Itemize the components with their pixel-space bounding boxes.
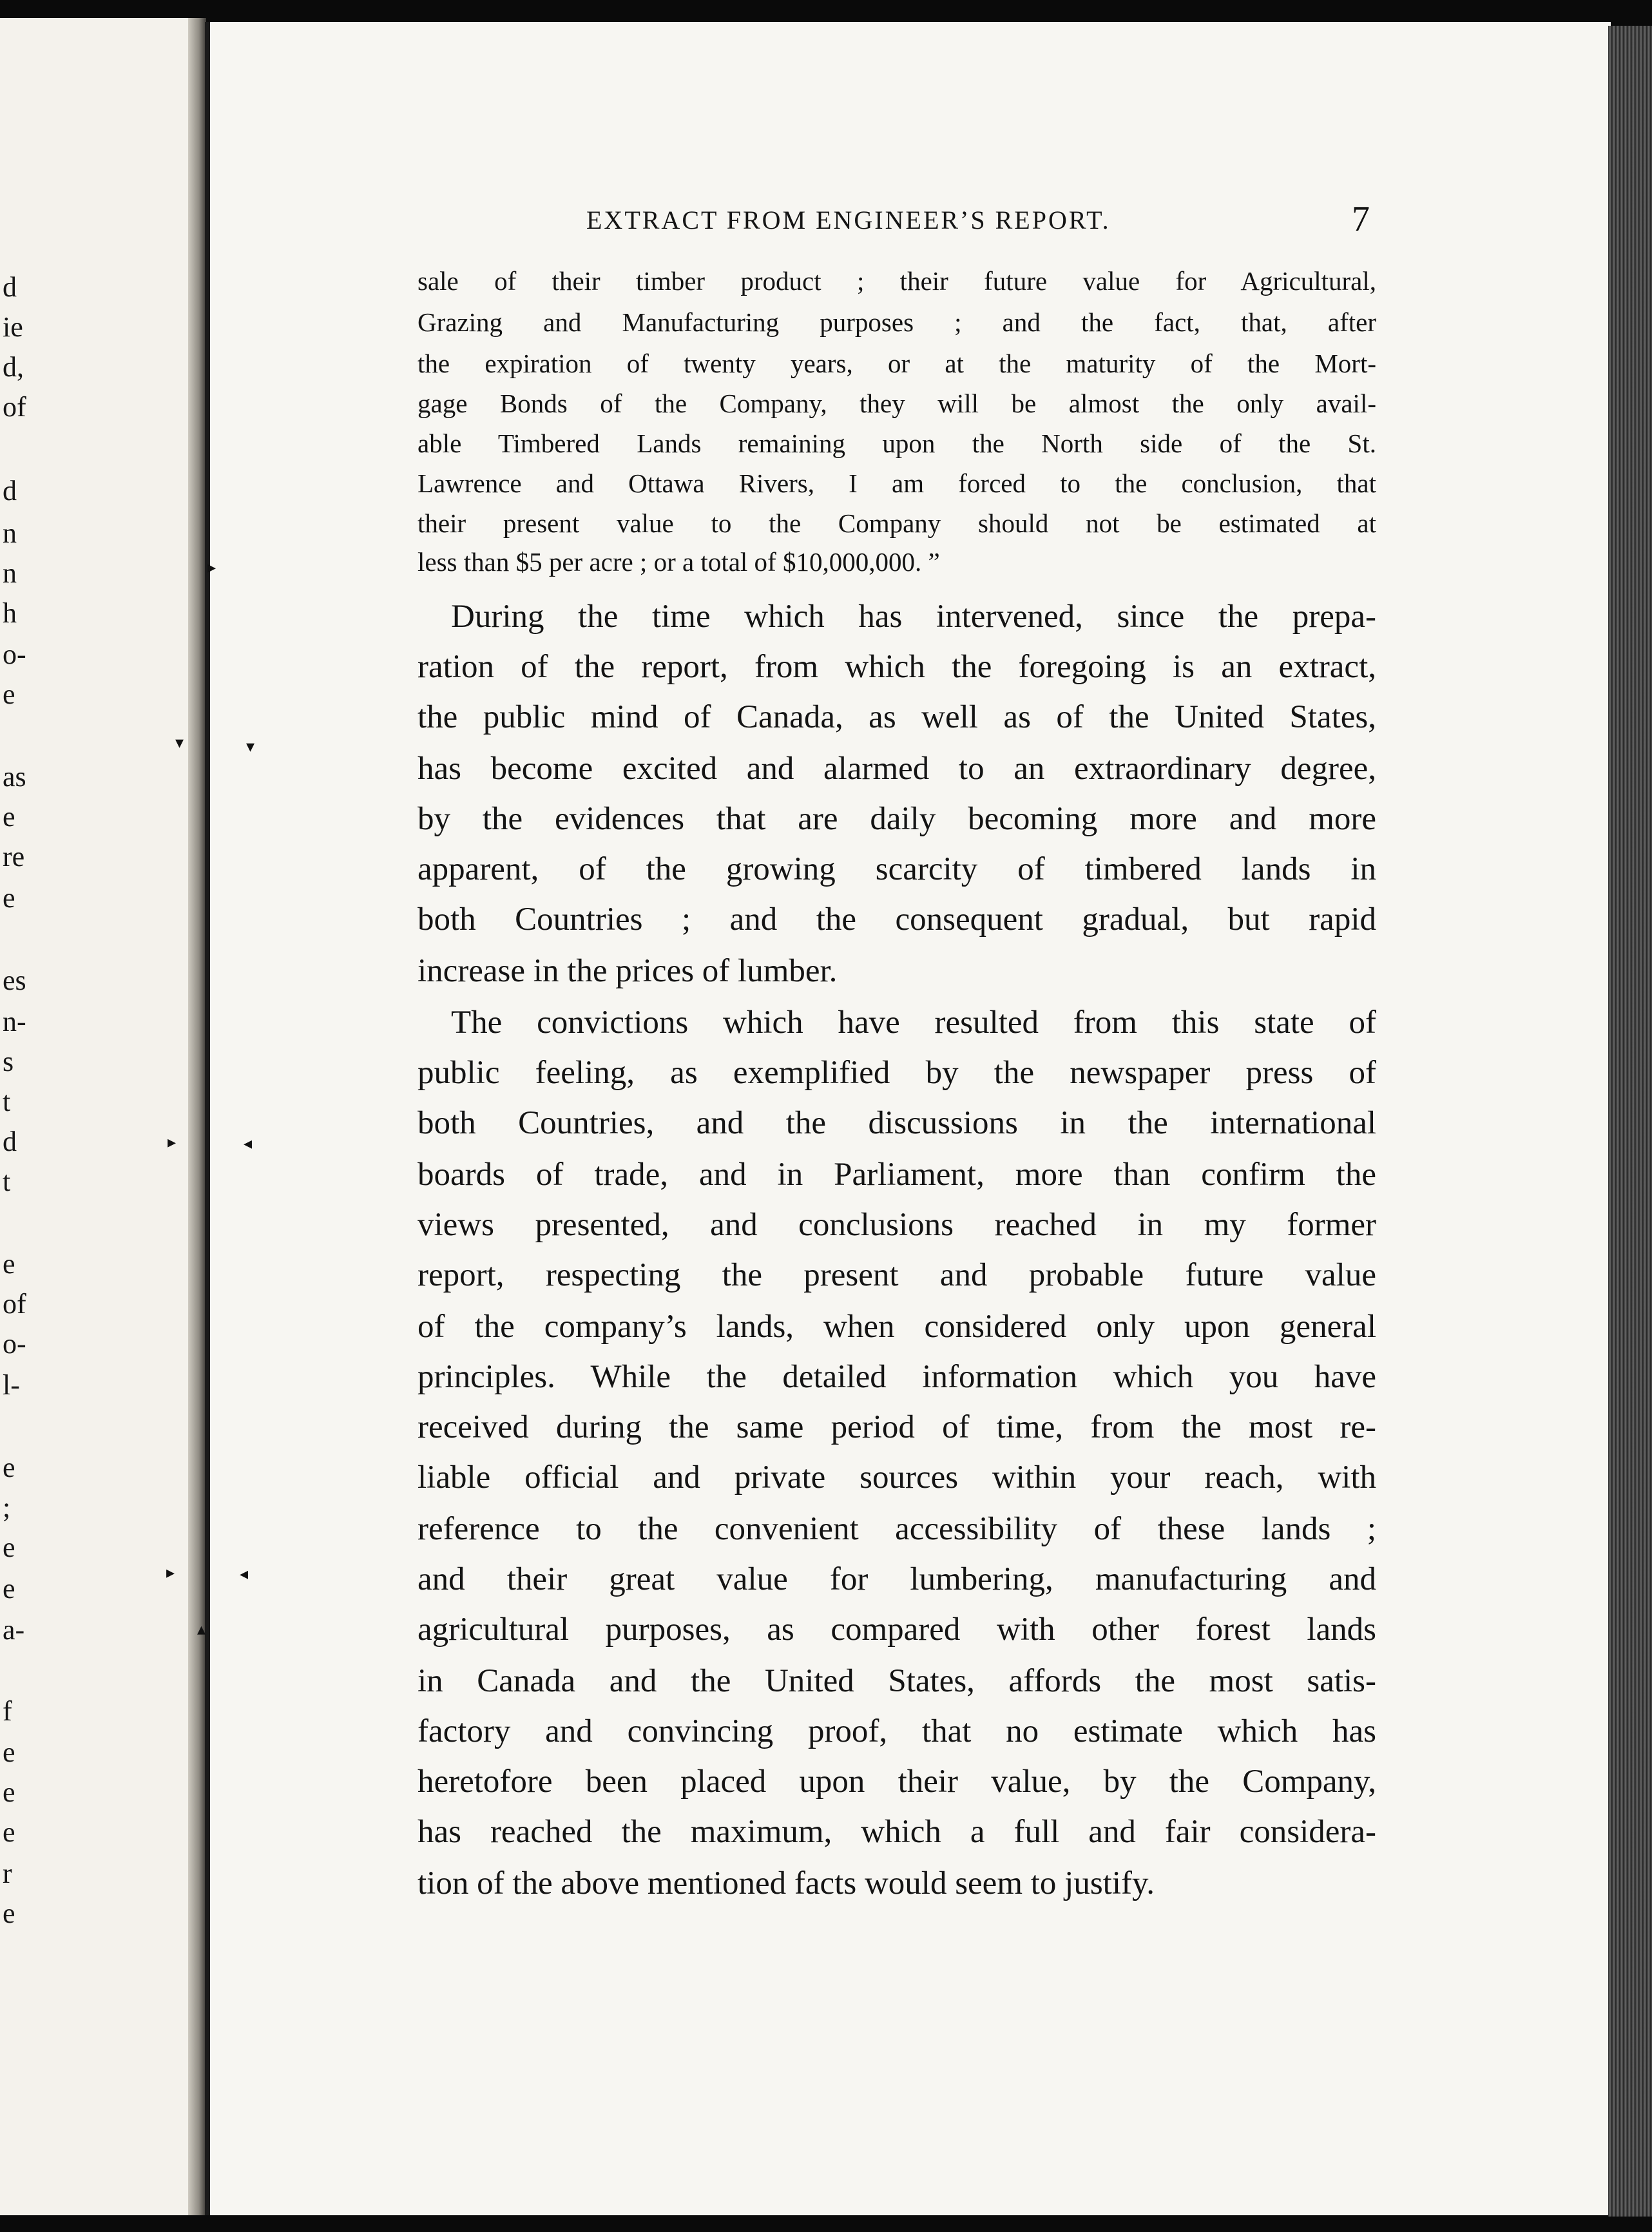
left-fragment: e bbox=[3, 1532, 15, 1563]
running-head: EXTRACT FROM ENGINEER’S REPORT. bbox=[586, 206, 1111, 235]
text-line: Grazing and Manufacturing purposes ; and the fact, that, after bbox=[418, 307, 1376, 337]
text-line: agricultural purposes, as compared with other forest lands bbox=[418, 1611, 1376, 1648]
binding-mark: ▴ bbox=[197, 1620, 206, 1639]
text-line: the expiration of twenty years, or at the maturity of the Mort- bbox=[418, 349, 1376, 378]
text-line: has become excited and alarmed to an extraordinary degree, bbox=[418, 751, 1376, 787]
text-line: The convictions which have resulted from this state of bbox=[451, 1005, 1376, 1041]
text-line: factory and convincing proof, that no estimate which has bbox=[418, 1713, 1376, 1749]
left-fragment: r bbox=[3, 1858, 12, 1889]
left-fragment: of bbox=[3, 1288, 26, 1320]
text-line: less than $5 per acre ; or a total of $10,000,000. ” bbox=[418, 547, 940, 577]
left-fragment: e bbox=[3, 1248, 15, 1280]
text-line: views presented, and conclusions reached in my former bbox=[418, 1207, 1376, 1243]
text-line: and their great value for lumbering, manufacturing and bbox=[418, 1561, 1376, 1597]
left-fragment: e bbox=[3, 1816, 15, 1848]
gutter-shadow bbox=[188, 18, 206, 2215]
text-line: by the evidences that are daily becoming more and more bbox=[418, 801, 1376, 837]
binding-mark: ▸ bbox=[207, 558, 216, 577]
left-fragment: l- bbox=[3, 1369, 20, 1401]
left-fragment: e bbox=[3, 1898, 15, 1929]
text-line: gage Bonds of the Company, they will be almost the only avail- bbox=[418, 389, 1376, 418]
binding-mark: ◂ bbox=[244, 1134, 253, 1153]
text-line: apparent, of the growing scarcity of timbered lands in bbox=[418, 851, 1376, 887]
left-fragment: n bbox=[3, 517, 17, 549]
left-fragment: of bbox=[3, 391, 26, 423]
text-line: public feeling, as exemplified by the newspaper press of bbox=[418, 1055, 1376, 1091]
left-fragment: s bbox=[3, 1046, 14, 1077]
left-fragment: e bbox=[3, 1737, 15, 1768]
left-fragment: f bbox=[3, 1695, 12, 1727]
left-fragment: e bbox=[3, 1573, 15, 1604]
text-line: has reached the maximum, which a full and fair considera- bbox=[418, 1814, 1376, 1850]
text-line: their present value to the Company should not be estimated at bbox=[418, 508, 1376, 538]
binding-mark: ▾ bbox=[175, 733, 184, 753]
text-line: sale of their timber product ; their future value for Agricultural, bbox=[418, 266, 1376, 296]
binding-mark: ▾ bbox=[246, 737, 255, 756]
left-fragment: a- bbox=[3, 1614, 25, 1646]
text-line: both Countries ; and the consequent gradual, but rapid bbox=[418, 901, 1376, 938]
page-number: 7 bbox=[1352, 199, 1370, 239]
left-fragment: d bbox=[3, 475, 17, 506]
text-line: increase in the prices of lumber. bbox=[418, 953, 838, 989]
left-fragment: o- bbox=[3, 1328, 26, 1360]
page-edges bbox=[1608, 26, 1652, 2217]
left-fragment: o- bbox=[3, 639, 26, 670]
text-line: Lawrence and Ottawa Rivers, I am forced to the conclusion, that bbox=[418, 468, 1376, 498]
binding-mark: ▸ bbox=[166, 1563, 175, 1583]
text-line: ration of the report, from which the foregoing is an extract, bbox=[418, 649, 1376, 685]
left-fragment: e bbox=[3, 678, 15, 710]
previous-page-edge bbox=[0, 18, 193, 2215]
left-fragment: e bbox=[3, 882, 15, 914]
left-fragment: n bbox=[3, 557, 17, 589]
text-line: boards of trade, and in Parliament, more than confirm the bbox=[418, 1157, 1376, 1193]
text-line: During the time which has intervened, since the prepa- bbox=[451, 599, 1376, 635]
left-fragment: as bbox=[3, 761, 26, 793]
left-fragment: n- bbox=[3, 1006, 26, 1037]
text-line: reference to the convenient accessibility of these lands ; bbox=[418, 1511, 1376, 1547]
left-fragment: d bbox=[3, 1126, 17, 1157]
left-fragment: re bbox=[3, 841, 25, 872]
text-line: heretofore been placed upon their value, by the Company, bbox=[418, 1764, 1376, 1800]
left-fragment: ; bbox=[3, 1492, 11, 1523]
binding-mark: ▸ bbox=[168, 1133, 177, 1152]
text-line: of the company’s lands, when considered only upon general bbox=[418, 1309, 1376, 1345]
left-fragment: es bbox=[3, 965, 26, 996]
left-fragment: h bbox=[3, 597, 17, 629]
binding-mark: ◂ bbox=[240, 1564, 249, 1584]
left-fragment: d bbox=[3, 271, 17, 303]
left-fragment: t bbox=[3, 1086, 11, 1117]
text-line: principles. While the detailed information which you have bbox=[418, 1359, 1376, 1395]
left-fragment: e bbox=[3, 1452, 15, 1483]
binding-edge bbox=[205, 22, 210, 2215]
text-line: in Canada and the United States, affords the most satis- bbox=[418, 1663, 1376, 1699]
left-fragment: ie bbox=[3, 311, 23, 343]
text-line: received during the same period of time, from the most re- bbox=[418, 1409, 1376, 1445]
left-fragment: d, bbox=[3, 351, 24, 383]
left-fragment: t bbox=[3, 1166, 11, 1197]
text-line: liable official and private sources within your reach, with bbox=[418, 1459, 1376, 1496]
left-fragment: e bbox=[3, 801, 15, 832]
text-line: tion of the above mentioned facts would seem to justify. bbox=[418, 1865, 1155, 1901]
text-line: report, respecting the present and probable future value bbox=[418, 1257, 1376, 1293]
left-fragment: e bbox=[3, 1776, 15, 1808]
text-line: both Countries, and the discussions in the international bbox=[418, 1105, 1376, 1141]
text-line: the public mind of Canada, as well as of the United States, bbox=[418, 699, 1376, 735]
text-line: able Timbered Lands remaining upon the North side of the St. bbox=[418, 428, 1376, 458]
